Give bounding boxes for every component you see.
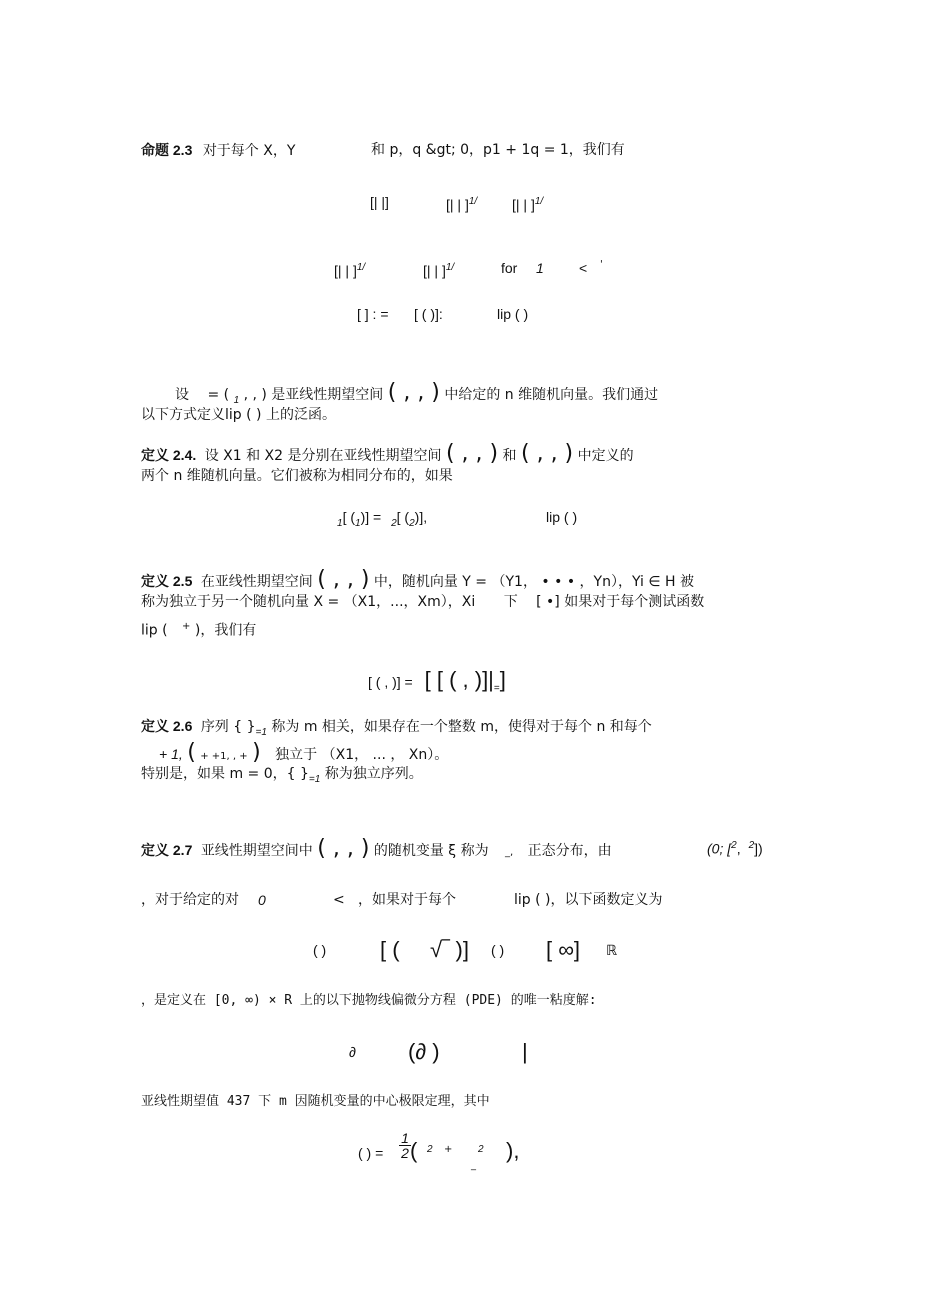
definition-2-6-label: 定义 2.6 [141, 718, 193, 734]
definition-2-5-eq-a: [ ( , )] = [368, 674, 413, 690]
definition-2-7-eq-sqrt: √‾ )] [430, 937, 469, 962]
equation-3-left: [ ] : = [357, 306, 389, 322]
definition-2-7-eq-u: ( ) [313, 942, 327, 958]
definition-2-5-eq-c: ] [499, 667, 506, 692]
equation-2-left [334, 259, 365, 280]
equation-1-right-exponent: 1/ [534, 196, 544, 207]
definition-2-7-line-2e: lip ( )，以下函数定义为 [514, 892, 663, 908]
definition-2-7-sup-2: 2 [748, 840, 755, 851]
definition-2-6-close-paren: ) [252, 740, 261, 765]
equation-1-middle [446, 193, 477, 214]
paragraph-1-subscript: 1 [233, 394, 240, 406]
definition-2-7-line-2a: ，对于给定的对 [141, 892, 239, 908]
definition-2-4-eq-sub-2: 1 [355, 517, 361, 529]
paragraph-1-line-2: 以下方式定义lip ( ) 上的泛函。 [141, 407, 336, 423]
definition-2-6-line-3 [141, 765, 423, 789]
definition-2-6-text-a: 序列 { } [200, 719, 256, 735]
definition-2-5-lip: lip ( [141, 622, 168, 639]
definition-2-4-eq-sub-4: 2 [409, 517, 415, 529]
equation-2-left-body: [| | ] [334, 262, 357, 279]
definition-2-5-we-have: )，我们有 [194, 622, 257, 639]
definition-2-7-text-c: 的随机变量 ξ 称为 [373, 843, 489, 859]
definition-2-4-text-a: 设 X1 和 X2 是分别在亚线性期望空间 [204, 448, 442, 464]
definition-2-5-space-tuple: ( , , ) [317, 567, 370, 592]
equation-2-tick: ' [600, 259, 603, 270]
definition-2-7-normal-close: ]) [754, 840, 763, 857]
equation-1-right-body: [| | ] [512, 196, 535, 213]
equation-2-for: for [501, 260, 518, 276]
equation-2-middle [423, 259, 454, 280]
paragraph-1-text-end: 中给定的 n 维随机向量。我们通过 [444, 387, 659, 403]
proposition-2-3-line [141, 141, 295, 160]
definition-2-4-eq-a: [ ( [342, 509, 356, 525]
definition-2-6-text-3b: 称为独立序列。 [324, 766, 423, 782]
definition-2-5-eq-sub: = [493, 682, 500, 694]
definition-2-5-eq-b: [ [ ( , )]| [424, 667, 494, 692]
definition-2-7-line-1 [141, 837, 612, 862]
definition-2-4-line-2: 两个 n 维随机向量。它们被称为相同分布的，如果 [141, 468, 453, 484]
pde-partial: ∂ [349, 1044, 356, 1060]
definition-2-6-sub-3: =1 [308, 773, 321, 785]
definition-2-5-line-3 [141, 618, 256, 640]
proposition-text-b: 和 p，q &gt; 0，p1 + 1q = 1，我们有 [371, 142, 625, 158]
definition-2-5-equation [368, 668, 506, 698]
definition-2-5-text-2c: [ •] 如果对于每个测试函数 [536, 594, 705, 610]
equation-3-right: lip ( ) [497, 306, 529, 322]
definition-2-6-sub: =1 [255, 726, 267, 738]
equation-2-one: 1 [536, 260, 544, 276]
definition-2-7-eq-expect: [ ( [380, 937, 400, 962]
definition-2-6-text-3a: 特别是，如果 m = 0，{ } [141, 766, 309, 782]
definition-2-7-eq-interval: [ ∞] [546, 937, 581, 962]
definition-2-6-line-1 [141, 717, 652, 742]
definition-2-4-label: 定义 2.4. [141, 447, 197, 463]
definition-2-6-independent: 独立于 （X1， ... ， Xn）。 [275, 747, 449, 763]
definition-2-4-line-1 [141, 442, 634, 466]
definition-2-7-line-3: ，是定义在 [0, ∞) × R 上的以下抛物线偏微分方程 (PDE) 的唯一粘度解: [141, 993, 597, 1008]
definition-2-7-normal-open: (0; [ [707, 840, 732, 857]
equation-2-middle-exponent: 1/ [445, 262, 455, 273]
definition-2-7-zero: 0 [258, 892, 266, 908]
clt-eq-open: ( [410, 1138, 418, 1163]
pde-bracket: (∂ ) [408, 1039, 440, 1064]
definition-2-7-lt: < [333, 892, 345, 908]
clt-eq-plus: + [444, 1144, 453, 1155]
clt-eq-close: ), [506, 1138, 520, 1163]
pde-bar: | [522, 1039, 528, 1064]
definition-2-7-line-2d: ，如果对于每个 [358, 892, 456, 908]
proposition-label: 命题 2.3 [141, 142, 193, 158]
clt-eq-sup-1: 2 [427, 1144, 433, 1155]
definition-2-4-eq-sub-1: 1 [337, 517, 343, 529]
paragraph-1-let: 设 [175, 387, 189, 403]
equation-3-middle: [ ( )]: [414, 306, 443, 322]
definition-2-5-line-2 [141, 593, 704, 611]
definition-2-5-text-a: 在亚线性期望空间 [200, 574, 313, 590]
definition-2-7-space-tuple: ( , , ) [317, 836, 370, 861]
definition-2-7-normal-notation [707, 837, 763, 858]
definition-2-4-text-e: 中定义的 [577, 448, 634, 464]
definition-2-7-comma: , [736, 840, 741, 857]
definition-2-5-label: 定义 2.5 [141, 573, 193, 589]
clt-eq-denominator: 2 [401, 1145, 409, 1161]
clt-eq-sup-2: 2 [478, 1144, 484, 1155]
definition-2-4-eq-d: )], [414, 509, 428, 525]
equation-2-left-exponent: 1/ [356, 262, 366, 273]
definition-2-4-eq-b: )] = [360, 509, 382, 525]
definition-2-4-and: 和 [502, 448, 517, 464]
definition-2-4-eq-sub-3: 2 [391, 517, 397, 529]
paragraph-1-text: , , ) 是亚线性期望空间 [243, 387, 384, 403]
definition-2-6-tuple: + +1, , + [200, 751, 248, 762]
definition-2-7-sup-1: 2 [731, 840, 737, 851]
definition-2-6-plus-one: + 1, [159, 746, 183, 762]
clt-eq-underscore: _ [471, 1160, 476, 1171]
equation-1-middle-body: [| | ] [446, 196, 469, 213]
definition-2-7-label: 定义 2.7 [141, 842, 193, 858]
definition-2-7-eq-t-x: ( ) [491, 942, 505, 958]
definition-2-5-plus-sup: + [182, 621, 191, 632]
equation-2-lt: < [579, 260, 588, 276]
equation-1-right [512, 193, 543, 214]
definition-2-4-eq-c: [ ( [396, 509, 410, 525]
definition-2-5-text-c: 中，随机向量 Y = （Y1， • • • ，Yn），Yi ∈ H 被 [373, 574, 694, 590]
definition-2-6-open-paren: ( [187, 740, 196, 765]
definition-2-6-line-2 [159, 741, 448, 766]
definition-2-7-tick: _, [505, 847, 514, 858]
definition-2-7-text-a: 亚线性期望空间中 [200, 843, 313, 859]
equation-1-middle-exponent: 1/ [468, 196, 478, 207]
clt-eq-numerator: 1 [399, 1131, 411, 1146]
definition-2-7-text-d: 正态分布，由 [527, 843, 612, 859]
equation-1-left: [| |] [370, 194, 389, 210]
equation-2-middle-body: [| | ] [423, 262, 446, 279]
definition-2-4-eq-lip: lip ( ) [546, 509, 578, 525]
definition-2-5-text-2a: 称为独立于另一个随机向量 X = （X1，...，Xm），Xi [141, 594, 476, 610]
paragraph-1-space-tuple: ( , , ) [387, 380, 440, 405]
paragraph-1-equals: = ( [207, 387, 230, 403]
definition-2-4-equation [337, 508, 427, 533]
definition-2-6-text-b: 称为 m 相关，如果存在一个整数 m，使得对于每个 n 和每个 [271, 719, 652, 735]
definition-2-5-under: 下 [503, 594, 518, 610]
clt-line: 亚线性期望值 437 下 m 因随机变量的中心极限定理，其中 [141, 1094, 490, 1109]
proposition-text-a: 对于每个 X，Y [202, 143, 296, 159]
definition-2-4-space-2: ( , , ) [521, 441, 574, 466]
definition-2-5-line-1 [141, 568, 694, 592]
definition-2-4-space-1: ( , , ) [445, 441, 499, 466]
clt-eq-g: ( ) = [358, 1145, 384, 1161]
definition-2-7-eq-reals: ℝ [606, 942, 618, 958]
